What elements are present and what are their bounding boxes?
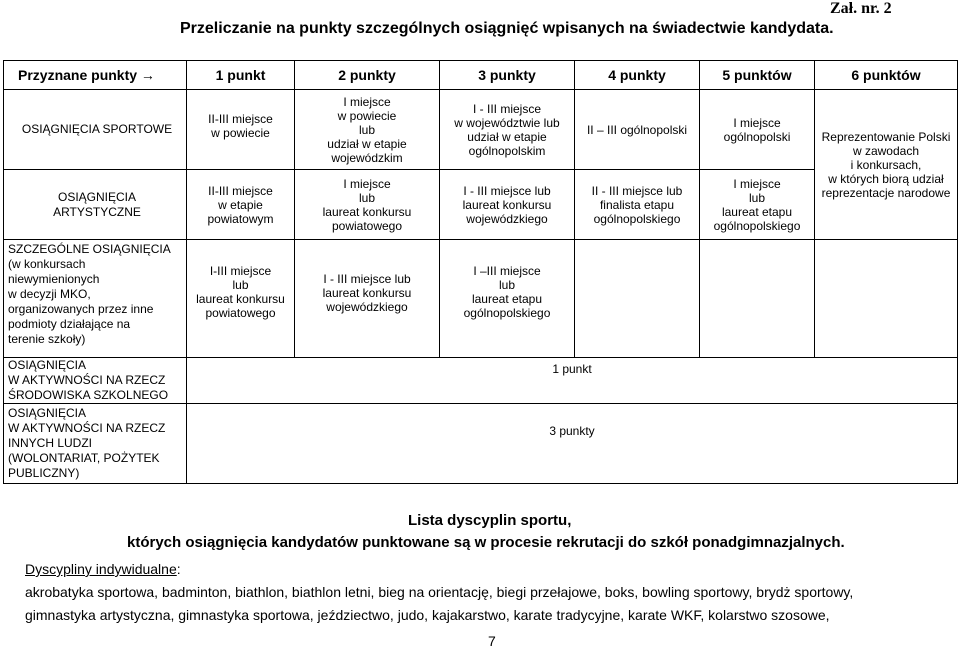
six-points-representation: Reprezentowanie Polski w zawodach i konkursach, w których biorą udział reprezentacje narodowe [815,90,958,240]
points-table [3,60,958,484]
attachment-number: Zał. nr. 2 [830,0,892,17]
page-title: Przeliczanie na punkty szczególnych osiągnięć wpisanych na świadectwie kandydata. [180,20,834,37]
header-2-points: 2 punkty [295,61,440,90]
table-row-art [4,170,958,240]
header-4-points: 4 punkty [575,61,700,90]
art-3-points: I - III miejsce lub laureat konkursu wojewódzkiego [440,170,575,240]
page-number: 7 [488,633,496,649]
heading-colon: : [176,561,181,577]
list-subtitle: których osiągnięcia kandydatów punktowane są w procesie rekrutacji do szkół ponadgimnazjalnych. [127,534,845,551]
sport-1-point: II-III miejsce w powiecie [187,90,295,170]
table-row-volunteer [4,404,958,484]
row-label-sport: OSIĄGNIĘCIA SPORTOWE [4,90,187,170]
special-4-points-empty [575,240,700,358]
header-5-points: 5 punktów [700,61,815,90]
disciplines-line-1: akrobatyka sportowa, badminton, biathlon, biathlon letni, bieg na orientację, biegi przełajowe, boks, bowling sportowy, brydż sportowy, [25,584,854,600]
header-points-label: Przyznane punkty → [4,61,187,90]
sport-4-points: II – III ogólnopolski [575,90,700,170]
art-5-points: I miejsce lub laureat etapu ogólnopolskiego [700,170,815,240]
art-1-point: II-III miejsce w etapie powiatowym [187,170,295,240]
special-2-points: I - III miejsce lub laureat konkursu wojewódzkiego [295,240,440,358]
art-4-points: II - III miejsce lub finalista etapu ogólnopolskiego [575,170,700,240]
row-label-school: OSIĄGNIĘCIA W AKTYWNOŚCI NA RZECZ ŚRODOWISKA SZKOLNEGO [4,358,187,404]
sport-5-points: I miejsce ogólnopolski [700,90,815,170]
school-points: 1 punkt [187,358,958,404]
volunteer-points: 3 punkty [187,404,958,484]
row-label-volunteer: OSIĄGNIĘCIA W AKTYWNOŚCI NA RZECZ INNYCH LUDZI (WOLONTARIAT, POŻYTEK PUBLICZNY) [4,404,187,484]
disciplines-line-2: gimnastyka artystyczna, gimnastyka sportowa, jeździectwo, judo, kajakarstwo, karate tradycyjne, karate WKF, kolarstwo szosowe, [25,607,830,623]
row-label-art: OSIĄGNIĘCIA ARTYSTYCZNE [4,170,187,240]
table-header-row [4,61,958,90]
header-3-points: 3 punkty [440,61,575,90]
table-row-special [4,240,958,358]
list-title: Lista dyscyplin sportu, [408,512,572,529]
sport-3-points: I - III miejsce w województwie lub udział w etapie ogólnopolskim [440,90,575,170]
individual-disciplines-label: Dyscypliny indywidualne [25,561,177,577]
header-1-point: 1 punkt [187,61,295,90]
row-label-special: SZCZEGÓLNE OSIĄGNIĘCIA (w konkursach niewymienionych w decyzji MKO, organizowanych przez inne podmioty działające na terenie szkoły) [4,240,187,358]
special-6-points-empty [815,240,958,358]
table-row-school [4,358,958,404]
table-row-sport [4,90,958,170]
special-3-points: I –III miejsce lub laureat etapu ogólnopolskiego [440,240,575,358]
header-6-points: 6 punktów [815,61,958,90]
sport-2-points: I miejsce w powiecie lub udział w etapie wojewódzkim [295,90,440,170]
special-5-points-empty [700,240,815,358]
individual-disciplines-heading [25,559,181,579]
art-2-points: I miejsce lub laureat konkursu powiatowego [295,170,440,240]
special-1-point: I-III miejsce lub laureat konkursu powiatowego [187,240,295,358]
